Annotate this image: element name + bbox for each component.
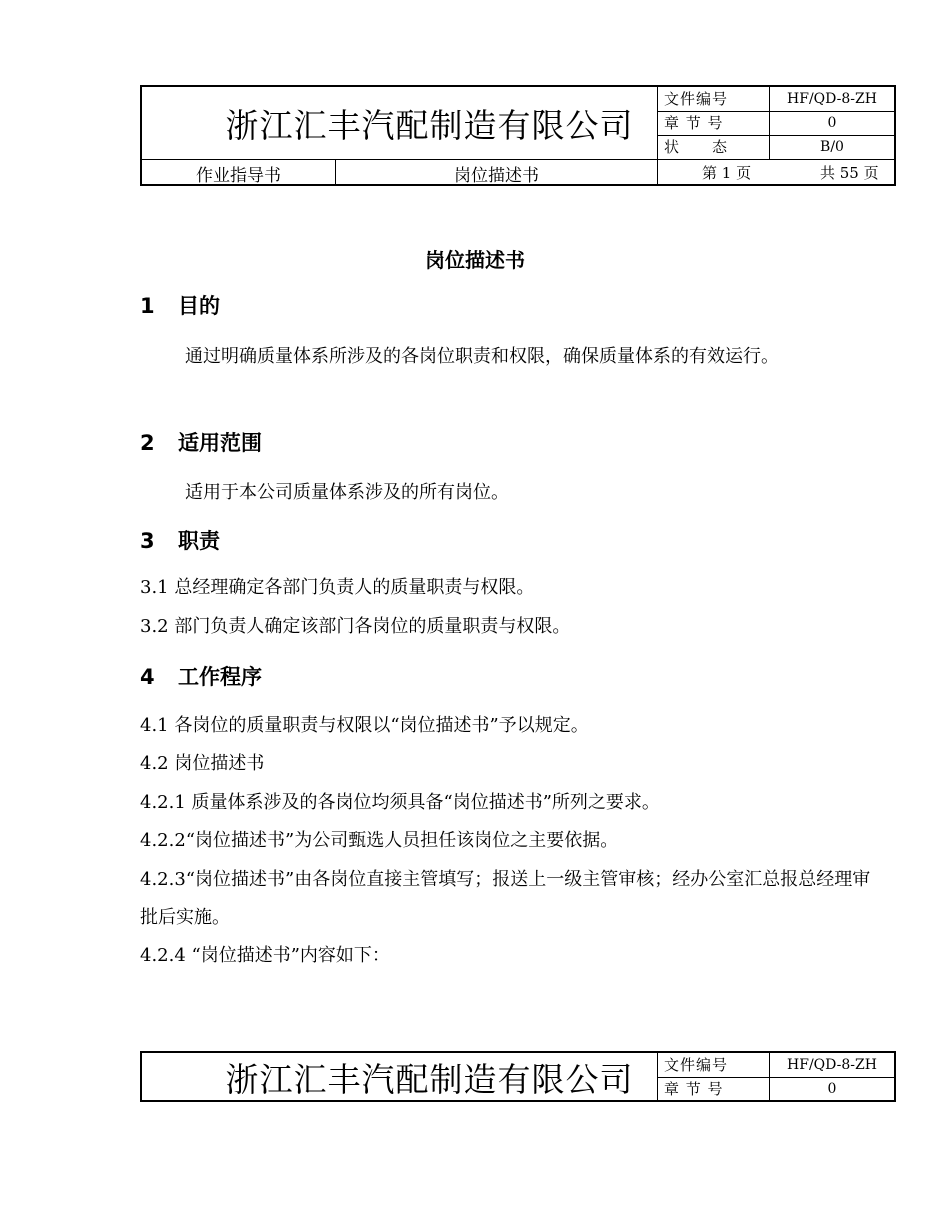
status-label: 状 态 [664, 138, 729, 156]
section-3-heading: 3 职责 [140, 529, 220, 553]
section-2-text: 适用于本公司质量体系涉及的所有岗位。 [185, 482, 509, 503]
document-title: 岗位描述书 [425, 248, 525, 272]
doc-no-label: 文件编号 [664, 90, 729, 108]
section-4-2-2: 4.2.2“岗位描述书”为公司甄选人员担任该岗位之主要依据。 [140, 830, 619, 851]
doc-no-value-2: HF/QD-8-ZH [787, 1057, 877, 1073]
section-4-2-4: 4.2.4 “岗位描述书”内容如下： [140, 945, 390, 966]
section-1-text: 通过明确质量体系所涉及的各岗位职责和权限，确保质量体系的有效运行。 [185, 346, 779, 367]
company-name-2: 浙江汇丰汽配制造有限公司 [225, 1060, 634, 1099]
section-2-heading: 2 适用范围 [140, 431, 262, 455]
page-current: 第 1 页 [702, 164, 752, 182]
page-header-table-2 [140, 1051, 896, 1102]
doc-no-value: HF/QD-8-ZH [787, 91, 877, 107]
doc-no-label-2: 文件编号 [664, 1056, 729, 1074]
section-4-2-3: 4.2.3“岗位描述书”由各岗位直接主管填写；报送上一级主管审核；经办公室汇总报总经理审批后实施。 [140, 869, 871, 928]
chapter-value-2: 0 [827, 1081, 837, 1097]
chapter-label: 章 节 号 [664, 114, 724, 132]
section-4-1: 4.1 各岗位的质量职责与权限以“岗位描述书”予以规定。 [140, 715, 589, 736]
page-total: 共 55 页 [820, 164, 879, 182]
section-3-1: 3.1 总经理确定各部门负责人的质量职责与权限。 [140, 577, 535, 598]
section-4-heading: 4 工作程序 [140, 665, 262, 689]
section-1-heading: 1 目的 [140, 294, 220, 318]
section-3-2: 3.2 部门负责人确定该部门各岗位的质量职责与权限。 [140, 616, 571, 637]
chapter-label-2: 章 节 号 [664, 1080, 724, 1098]
doc-category: 作业指导书 [196, 166, 281, 186]
company-name: 浙江汇丰汽配制造有限公司 [225, 105, 634, 145]
chapter-value: 0 [827, 115, 837, 131]
status-value: B/0 [820, 139, 844, 155]
page-header-table [140, 85, 896, 186]
section-4-2: 4.2 岗位描述书 [140, 753, 265, 774]
section-4-2-1: 4.2.1 质量体系涉及的各岗位均须具备“岗位描述书”所列之要求。 [140, 792, 660, 813]
doc-title-cell: 岗位描述书 [454, 166, 539, 186]
header-bottom-row [142, 160, 894, 184]
